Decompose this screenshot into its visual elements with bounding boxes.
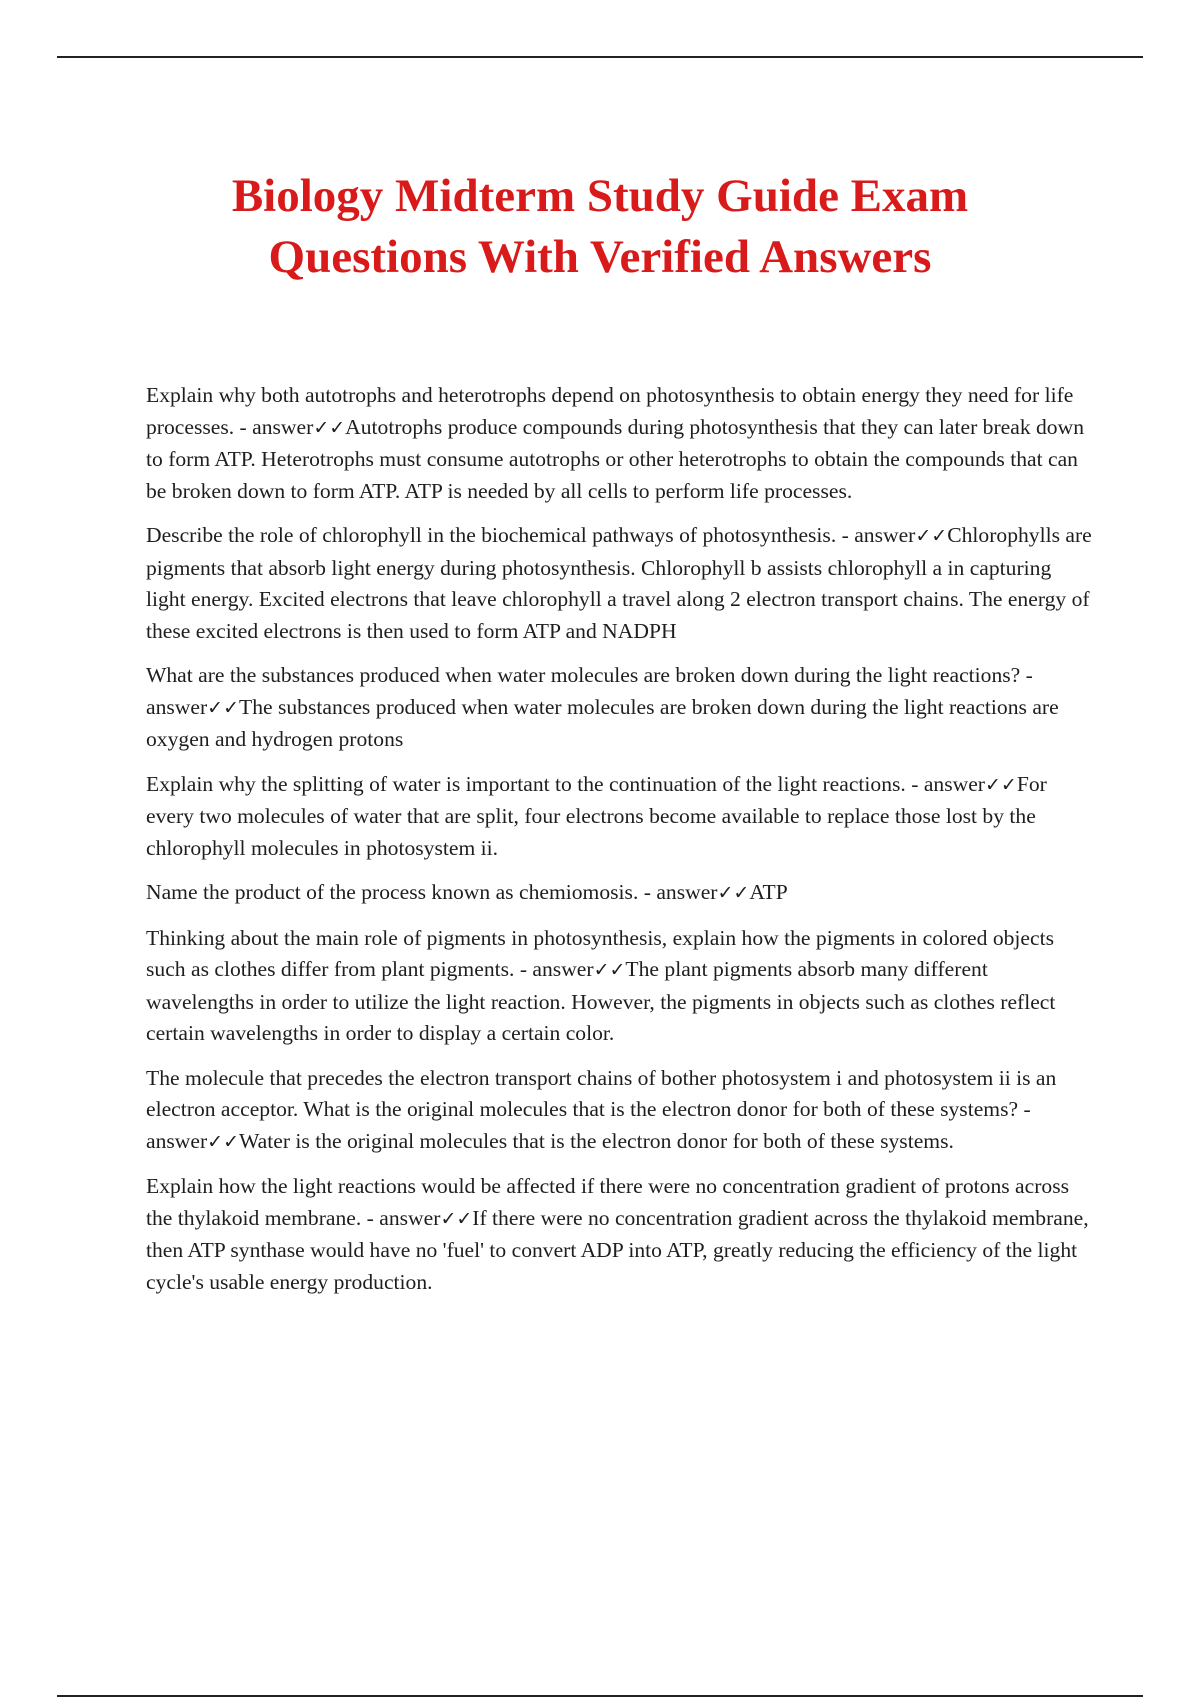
qa-item <box>146 660 1096 756</box>
title-line-2: Questions With Verified Answers <box>268 231 932 283</box>
check-icon: ✓✓ <box>985 773 1017 796</box>
qa-item <box>146 520 1096 647</box>
question-text: Describe the role of chlorophyll in the biochemical pathways of photosynthesis. <box>146 523 837 547</box>
question-text: Name the product of the process known as chemiomosis. <box>146 880 639 904</box>
answer-marker: - answer <box>146 663 1033 719</box>
question-text: Explain why the splitting of water is important to the continuation of the light reactions. <box>146 771 906 796</box>
qa-item <box>146 1063 1096 1159</box>
question-text: Thinking about the main role of pigments in photosynthesis, explain how the pigments in colored objects such as clothes differ from plant pigments. <box>146 925 1054 981</box>
check-icon: ✓✓ <box>915 525 948 547</box>
qa-item <box>146 380 1096 507</box>
question-text: What are the substances produced when water molecules are broken down during the light reactions? <box>146 663 1021 687</box>
check-icon: ✓✓ <box>440 1207 473 1230</box>
bottom-divider <box>57 1695 1143 1697</box>
check-icon: ✓✓ <box>717 882 750 904</box>
title-line-1: Biology Midterm Study Guide Exam <box>231 170 969 222</box>
answer-marker: - answer <box>146 1097 1031 1153</box>
qa-item <box>146 877 1096 910</box>
qa-item <box>146 1171 1096 1298</box>
qa-list <box>146 380 1096 1311</box>
answer-text: If there were no concentration gradient across the thylakoid membrane, then ATP synthase would have no 'fuel' to convert ADP into ATP, greatly reducing the efficiency of the light cycle's usable energy production. <box>146 1205 1089 1294</box>
check-icon: ✓✓ <box>207 696 239 719</box>
answer-text: For every two molecules of water that are split, four electrons become available to replace those lost by the chlorophyll molecules in photosystem ii. <box>146 771 1047 860</box>
answer-text: Autotrophs produce compounds during photosynthesis that they can later break down to form ATP. Heterotrophs must consume autotrophs or other heterotrophs to obtain the compounds that can be broken down to form ATP. ATP is needed by all cells to perform life processes. <box>146 414 1084 503</box>
check-icon: ✓✓ <box>313 416 346 439</box>
document-title <box>100 166 1100 288</box>
answer-text: Chlorophylls are pigments that absorb light energy during photosynthesis. Chlorophyll b assists chlorophyll a in capturing light energy. Excited electrons that leave chlorophyll a travel along 2 electron transport chains. The energy of these excited electrons is then used to form ATP and NADPH <box>146 523 1092 643</box>
question-text: Explain how the light reactions would be affected if there were no concentration gradient of protons across the thylakoid membrane. <box>146 1174 1070 1230</box>
answer-text: ATP <box>749 880 788 904</box>
answer-text: Water is the original molecules that is the electron donor for both of these systems. <box>239 1128 954 1153</box>
check-icon: ✓✓ <box>207 1130 239 1153</box>
answer-marker: - answer <box>234 414 314 439</box>
answer-marker: - answer <box>638 880 718 904</box>
top-divider <box>57 56 1143 58</box>
qa-item <box>146 923 1096 1050</box>
answer-text: The substances produced when water molecules are broken down during the light reactions are oxygen and hydrogen protons <box>146 694 1059 751</box>
answer-marker: - answer <box>361 1205 441 1230</box>
answer-marker: - answer <box>514 957 594 981</box>
answer-text: The plant pigments absorb many different wavelengths in order to utilize the light reaction. However, the pigments in objects such as clothes reflect certain wavelengths in order to display a certain color. <box>146 957 1056 1045</box>
check-icon: ✓✓ <box>593 959 626 981</box>
qa-item <box>146 769 1096 865</box>
answer-marker: - answer <box>905 771 985 796</box>
answer-marker: - answer <box>836 523 916 547</box>
question-text: Explain why both autotrophs and heterotrophs depend on photosynthesis to obtain energy they need for life processes. <box>146 383 1074 439</box>
question-text: The molecule that precedes the electron transport chains of bother photosystem i and photosystem ii is an electron acceptor. What is the original molecules that is the electron donor for both of these systems? <box>146 1065 1057 1121</box>
